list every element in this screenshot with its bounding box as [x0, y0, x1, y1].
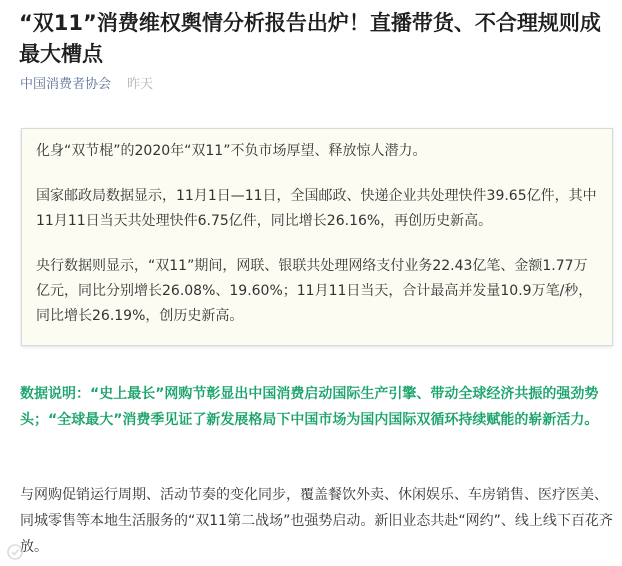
watermark-logo-icon	[6, 543, 28, 561]
author-link[interactable]: 中国消费者协会	[20, 77, 112, 92]
quote-paragraph-3: 央行数据则显示，“双11”期间，网联、银联共处理网络支付业务22.43亿笔、金额1.77万亿元，同比分别增长26.08%、19.60%；11月11日当天，合计最高并发量10.9万笔/秒，同比增长26.19%，创历史新高。	[36, 258, 593, 324]
watermark	[6, 541, 31, 563]
article-title: “双11”消费维权舆情分析报告出炉！直播带货、不合理规则成最大槽点	[19, 11, 601, 66]
quote-paragraph-2: 国家邮政局数据显示，11月1日—11日，全国邮政、快递企业共处理快件39.65亿件，其中11月11日当天共处理快件6.75亿件，同比增长26.16%，再创历史新高。	[36, 188, 597, 229]
quote-box	[21, 128, 613, 346]
publish-time: 昨天	[127, 77, 154, 92]
body-paragraph: 与网购促销运行周期、活动节奏的变化同步，覆盖餐饮外卖、休闲娱乐、车房销售、医疗医美、同城零售等本地生活服务的“双11第二战场”也强势启动。新旧业态共赴“网约”、线上线下百花齐放。	[20, 487, 613, 555]
article-meta	[20, 76, 153, 94]
data-note: 数据说明：“史上最长”网购节彰显出中国消费启动国际生产引擎、带动全球经济共振的强劲势头；“全球最大”消费季见证了新发展格局下中国市场为国内国际双循环持续赋能的崭新活力。	[20, 386, 599, 428]
quote-paragraph-1: 化身“双节棍”的2020年“双11”不负市场厚望、释放惊人潜力。	[36, 143, 427, 159]
